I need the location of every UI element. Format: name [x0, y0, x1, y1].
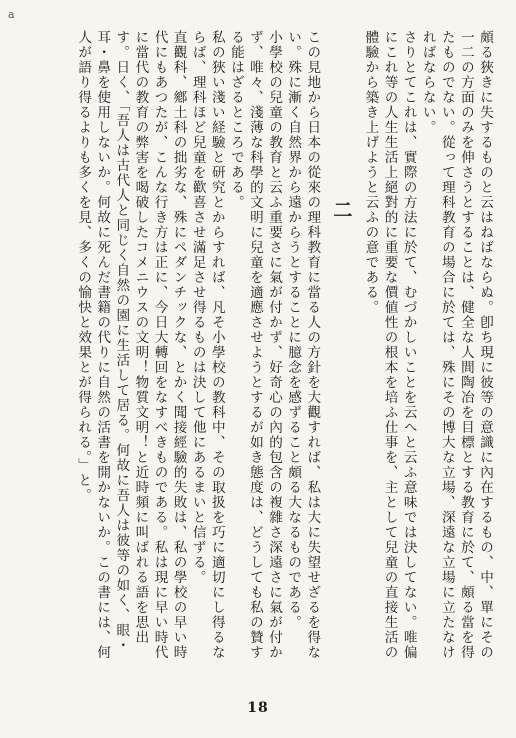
vertical-text-body [14, 30, 494, 670]
paragraph-6: 直觀科、鄕土科の拙劣な、殊にペダンチックな、とかく聞接經驗的失敗は、私の學校の早い時代にもあつたが、こんな行き方は正に、今日大轉回をなすべきものである。私は現に早い時代に當代の教育の弊害を喝破したコメニウスの文明！物質文明！と近時頻に叫ばれる語を思出す。日く、「吾人は古代人と同じく自然の園に生活して居る。何故に吾人は彼等の如く、眼・耳・鼻を使用しないか。何故に死んだ書籍の代りに自然の活書を開かないか。この書には、何人が語り得るよりも多くを見、多くの愉快と效果とが得られる。」と。 [75, 30, 187, 660]
paragraph-5: 私の狹い淺い経驗と研究とからすれば、凡そ小學校の教科中、その取扱を巧に適切にし得るならば、理科ほど兒童を歡喜させ滿足させ得るものは決して他にあるまいと信ずる。 [189, 30, 225, 660]
corner-mark: a [8, 8, 15, 21]
paragraph-4: 小學校の兒童の教育と云ふ重要さに氣が付かず、好奇心の內的包含の複雜さ深遠さに氣が付かず、唯々、淺薄な科學的文明に兒童を適應させようとするが如き態度は、どうしても私の贊する能はざるところである。 [227, 30, 283, 660]
paragraph-2: さりとてこれは、實際の方法に於て、むづかしいことを云へと云ふ意味では決してない。唯偏にこれ等の人生生活上絕對的に重要な價値性の根本を培ふ仕事を、主として兒童の直接生活の體驗から築き上げようと云ふの意である。 [362, 30, 417, 660]
paragraph-1: 頗る狹きに失するものと云はねばならぬ。卽ち現に彼等の意識に內在するもの、中、單にその一二の方面のみを伸さうとすることは、健全な人間陶冶を目標とする教育に於て、頗る當を得たものでない。從って理科教育の場合に於ては、殊にその博大な立場、深遠な立場に立たなければならない。 [419, 30, 493, 660]
paragraph-3: この見地から日本の從來の理科教育に當る人の方針を大觀すれば、私は大に失望せざるを得ない。殊に漸く自然界から遠からうとすることに臆念を感ずること頗る大なるものである。 [285, 30, 321, 660]
page-number: 18 [247, 700, 269, 716]
section-heading: 二 [330, 200, 353, 223]
